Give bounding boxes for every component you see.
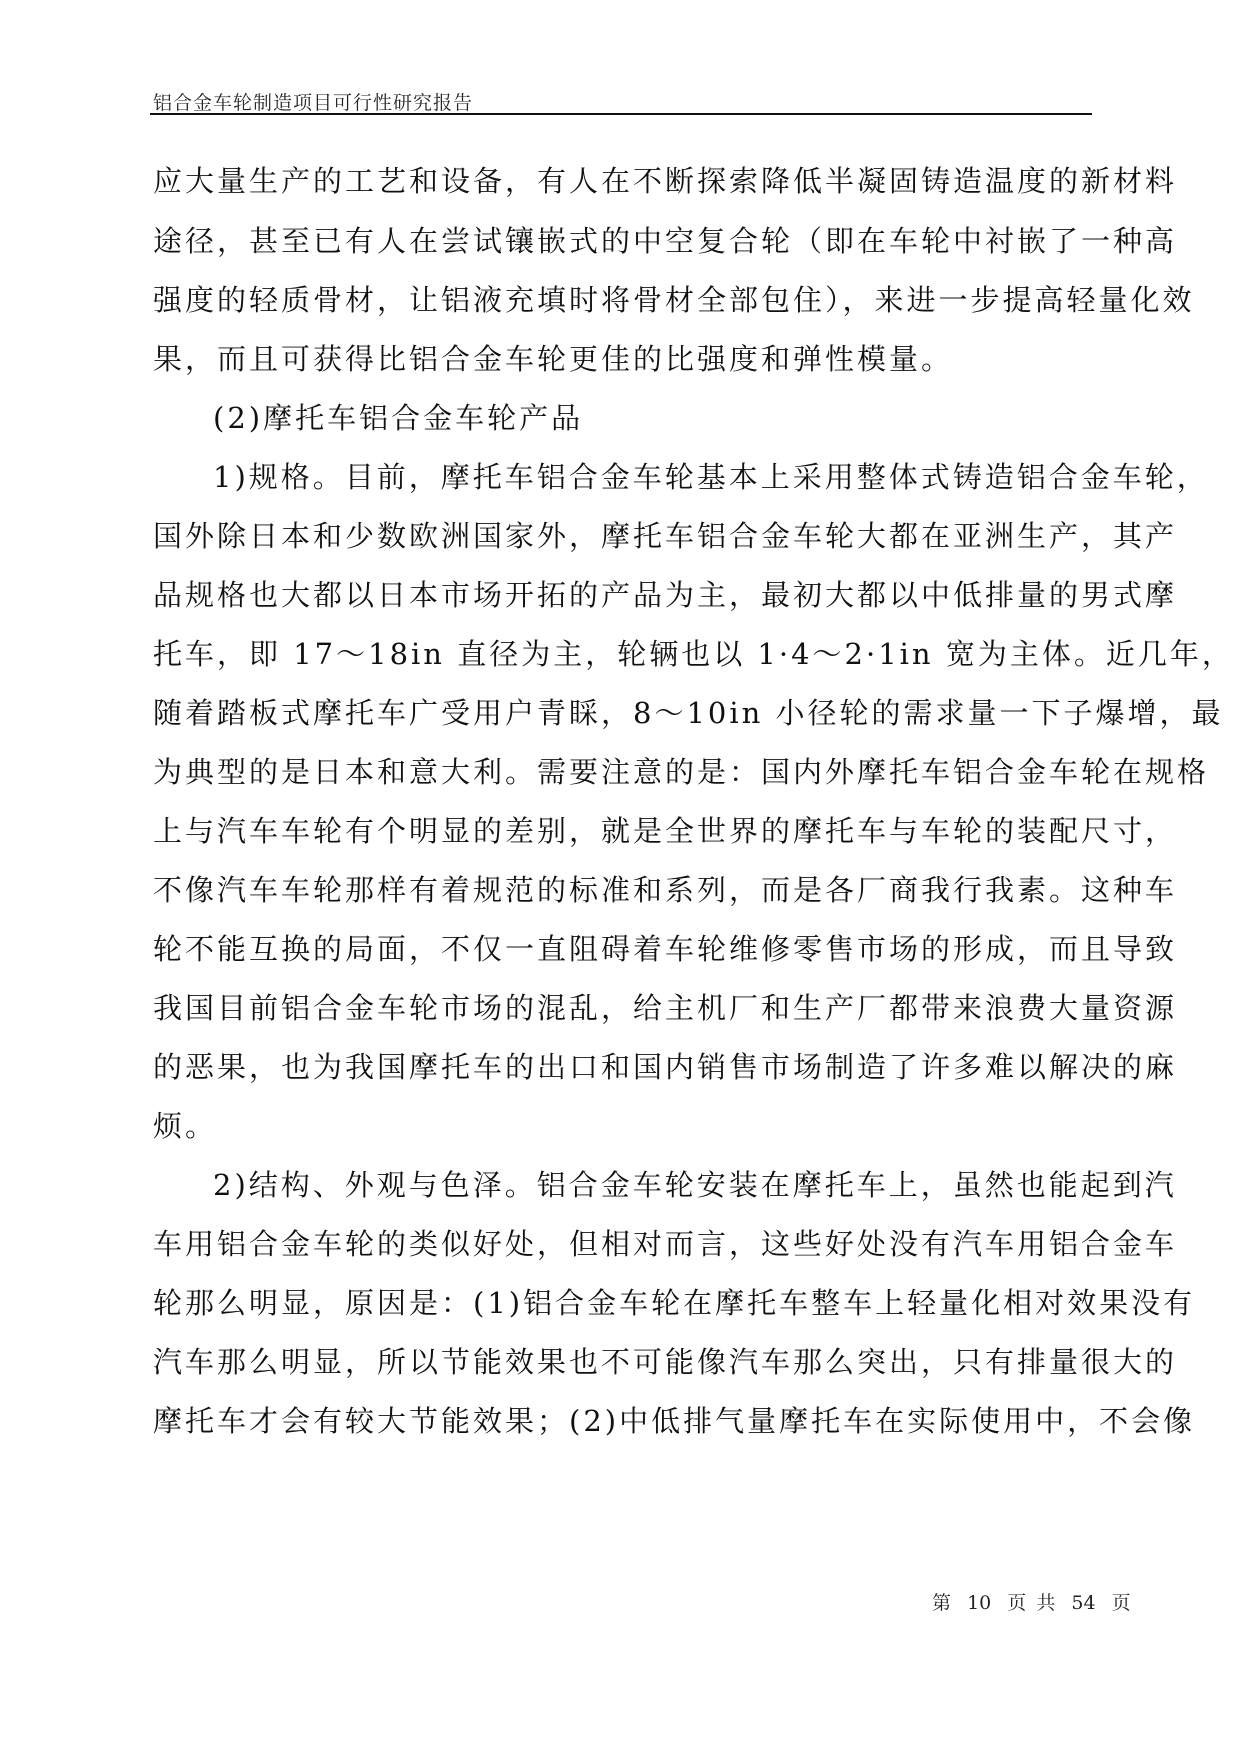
running-header: 铝合金车轮制造项目可行性研究报告 xyxy=(153,92,474,114)
current-page-number: 10 xyxy=(967,1592,992,1614)
text-line: 不像汽车车轮那样有着规范的标准和系列，而是各厂商我行我素。这种车 xyxy=(153,873,1178,907)
footer-suffix: 页 xyxy=(1111,1592,1131,1614)
text-line: 车用铝合金车轮的类似好处，但相对而言，这些好处没有汽车用铝合金车 xyxy=(153,1227,1178,1261)
text-line: 轮不能互换的局面，不仅一直阻碍着车轮维修零售市场的形成，而且导致 xyxy=(153,932,1178,966)
footer-prefix: 第 xyxy=(932,1592,952,1614)
text-line: 1)规格。目前，摩托车铝合金车轮基本上采用整体式铸造铝合金车轮， xyxy=(213,460,1209,494)
text-line: 果，而且可获得比铝合金车轮更佳的比强度和弹性模量。 xyxy=(153,342,954,376)
text-line: 上与汽车车轮有个明显的差别，就是全世界的摩托车与车轮的装配尺寸， xyxy=(153,814,1178,848)
text-line: 强度的轻质骨材，让铝液充填时将骨材全部包住），来进一步提高轻量化效 xyxy=(153,283,1195,317)
page-footer xyxy=(932,1588,1137,1615)
total-page-count: 54 xyxy=(1071,1592,1096,1614)
text-line: 为典型的是日本和意大利。需要注意的是：国内外摩托车铝合金车轮在规格 xyxy=(153,755,1210,789)
text-line: 我国目前铝合金车轮市场的混乱，给主机厂和生产厂都带来浪费大量资源 xyxy=(153,991,1178,1025)
text-line: 托车，即 17～18in 直径为主，轮辆也以 1·4～2·1in 宽为主体。近几年， xyxy=(153,637,1234,671)
section-heading: (2)摩托车铝合金车轮产品 xyxy=(213,401,584,435)
text-line: 摩托车才会有较大节能效果；(2)中低排气量摩托车在实际使用中，不会像 xyxy=(153,1404,1196,1438)
text-line: 随着踏板式摩托车广受用户青睬，8～10in 小径轮的需求量一下子爆增，最 xyxy=(153,696,1224,730)
text-line: 国外除日本和少数欧洲国家外，摩托车铝合金车轮大都在亚洲生产，其产 xyxy=(153,519,1178,553)
footer-mid: 页 共 xyxy=(1007,1592,1056,1614)
text-line: 的恶果，也为我国摩托车的出口和国内销售市场制造了许多难以解决的麻 xyxy=(153,1050,1178,1084)
text-line: 烦。 xyxy=(153,1109,218,1143)
text-line: 汽车那么明显，所以节能效果也不可能像汽车那么突出，只有排量很大的 xyxy=(153,1345,1178,1379)
text-line: 品规格也大都以日本市场开拓的产品为主，最初大都以中低排量的男式摩 xyxy=(153,578,1178,612)
text-line: 途径，甚至已有人在尝试镶嵌式的中空复合轮（即在车轮中衬嵌了一种高 xyxy=(153,224,1178,258)
text-line: 2)结构、外观与色泽。铝合金车轮安装在摩托车上，虽然也能起到汽 xyxy=(213,1168,1177,1202)
header-rule xyxy=(150,113,1092,115)
text-line: 应大量生产的工艺和设备，有人在不断探索降低半凝固铸造温度的新材料 xyxy=(153,164,1178,198)
text-line: 轮那么明显，原因是：(1)铝合金车轮在摩托车整车上轻量化相对效果没有 xyxy=(153,1286,1196,1320)
